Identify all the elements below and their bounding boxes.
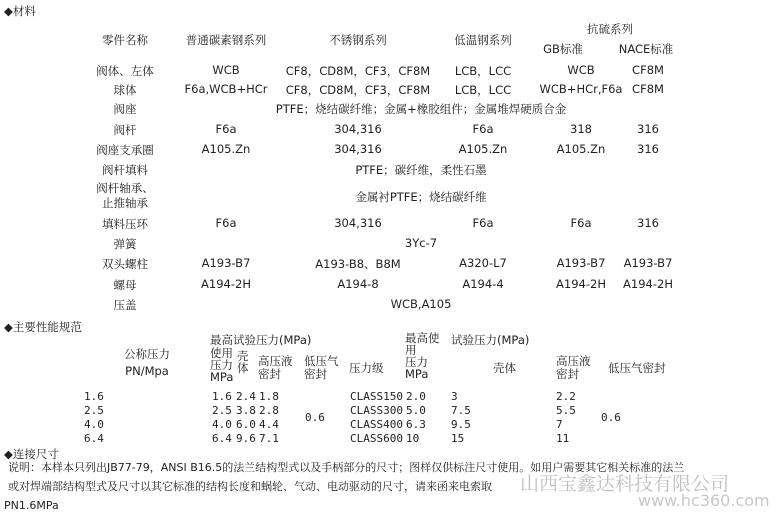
- cell-hp-seal-2: 7: [556, 418, 563, 431]
- row-part-name: 球体: [113, 83, 137, 97]
- header-lp-gas-seal: 低压气 密封: [304, 354, 339, 381]
- row-part-name: 阀体、左体: [96, 64, 154, 78]
- row-part-name: 阀杆轴承、 止推轴承: [96, 181, 154, 210]
- cell-span: WCB,A105: [390, 297, 452, 311]
- cell-lowtemp: F6a: [472, 216, 494, 230]
- header-low-temp-steel: 低温钢系列: [454, 33, 512, 47]
- cell-pressure-class: CLASS300: [350, 404, 403, 417]
- cell-stainless: CF8，CD8M，CF3，CF8M: [285, 83, 431, 97]
- cell-lowtemp: A105.Zn: [458, 142, 508, 156]
- cell-span: PTFE；烧结碳纤维；金属+橡胶组件；金属堆焊硬质合金: [275, 102, 567, 116]
- cell-shell: 3.8: [236, 404, 256, 417]
- cell-nace: CF8M: [632, 63, 664, 77]
- cell-gb: WCB: [567, 63, 595, 77]
- cell-use-pressure: 4.0: [212, 418, 232, 431]
- cell-use-pressure: 2.5: [212, 404, 232, 417]
- header-hp-liquid-seal: 高压液 密封: [258, 354, 293, 381]
- cell-stainless: 304,316: [334, 216, 382, 230]
- row-part-name: 填料压环: [102, 217, 148, 231]
- cell-use-pressure: 1.6: [212, 390, 232, 403]
- cell-lowtemp: LCB，LCC: [454, 64, 512, 78]
- cell-hp-seal-2: 5.5: [556, 404, 576, 417]
- header-shell-2: 壳体: [493, 361, 516, 375]
- cell-gb: F6a: [570, 216, 592, 230]
- header-stainless-steel: 不锈钢系列: [329, 33, 387, 47]
- cell-nace: A194-2H: [623, 277, 673, 291]
- cell-use-pressure-2: 6.3: [406, 418, 426, 431]
- cell-carbon: F6a: [215, 122, 237, 136]
- cell-lp-seal: 0.6: [305, 411, 325, 424]
- note-line-3: PN1.6MPa: [4, 499, 59, 512]
- note-line-2: 或对焊端部结构型式及尺寸以其它标准的结构长度和蜗轮、气动、电动驱动的尺寸，请来函来电索取: [8, 480, 492, 493]
- cell-hp-seal: 4.4: [259, 418, 279, 431]
- cell-hp-seal: 1.8: [259, 390, 279, 403]
- cell-use-pressure-2: 2.0: [406, 390, 426, 403]
- cell-lp-seal-2: 0.6: [601, 411, 621, 424]
- cell-carbon: F6a: [215, 216, 237, 230]
- cell-nace: 316: [637, 216, 659, 230]
- cell-shell: 6.0: [236, 418, 256, 431]
- cell-use-pressure: 6.4: [212, 432, 232, 445]
- cell-carbon: A105.Zn: [201, 142, 251, 156]
- cell-nace: CF8M: [632, 82, 664, 96]
- cell-nominal-pressure: 6.4: [84, 432, 104, 445]
- cell-stainless: 304,316: [334, 142, 382, 156]
- watermark-site: www.hc360.com: [638, 491, 770, 510]
- cell-nace: 316: [637, 122, 659, 136]
- cell-hp-seal-2: 2.2: [556, 390, 576, 403]
- cell-shell: 2.4: [236, 390, 256, 403]
- header-nominal-pressure: 公称压力 PN/Mpa: [124, 347, 170, 378]
- header-gb-standard: GB标准: [543, 42, 583, 56]
- header-pressure-class: 压力级: [349, 361, 384, 375]
- watermark-company: 山西宝鑫达科技有限公司: [520, 473, 730, 495]
- cell-shell: 9.6: [236, 432, 256, 445]
- cell-pressure-class: CLASS400: [350, 418, 403, 431]
- cell-use-pressure-2: 5.0: [406, 404, 426, 417]
- row-part-name: 压盖: [113, 298, 137, 312]
- cell-use-pressure-2: 10: [406, 432, 420, 445]
- cell-span: 3Yc-7: [404, 236, 438, 250]
- cell-nominal-pressure: 2.5: [84, 404, 104, 417]
- cell-shell-2: 3: [451, 390, 458, 403]
- header-nace-standard: NACE标准: [618, 42, 674, 56]
- section-materials: ◆材料: [4, 4, 36, 18]
- cell-lowtemp: LCB，LCC: [454, 83, 512, 97]
- header-carbon-steel: 普通碳素钢系列: [185, 33, 267, 47]
- cell-nominal-pressure: 1.6: [84, 390, 104, 403]
- header-hp-liquid-seal-2: 高压液 密封: [556, 354, 591, 381]
- cell-gb: A193-B7: [556, 256, 606, 270]
- row-part-name: 阀杆: [113, 123, 137, 137]
- cell-stainless: A193-B8、B8M: [315, 257, 401, 271]
- cell-pressure-class: CLASS150: [350, 390, 403, 403]
- cell-carbon: WCB: [212, 63, 240, 77]
- cell-gb: 318: [570, 122, 592, 136]
- cell-hp-seal: 7.1: [259, 432, 279, 445]
- cell-shell-2: 7.5: [451, 404, 471, 417]
- cell-carbon: A193-B7: [201, 256, 251, 270]
- cell-nominal-pressure: 4.0: [84, 418, 104, 431]
- cell-gb: A105.Zn: [556, 142, 606, 156]
- cell-pressure-class: CLASS600: [350, 432, 403, 445]
- header-sulfur-resistant: 抗硫系列: [587, 22, 633, 36]
- header-max-use-pressure-2: 最高使 用 压力 MPa: [405, 331, 440, 381]
- row-part-name: 螺母: [113, 278, 137, 292]
- cell-lowtemp: A194-4: [462, 277, 504, 291]
- cell-span: PTFE；碳纤维，柔性石墨: [355, 163, 487, 177]
- row-part-name: 阀杆填料: [102, 163, 148, 177]
- header-max-use-pressure: 使用 压力 MPa: [210, 346, 234, 384]
- cell-carbon: A194-2H: [201, 277, 251, 291]
- cell-stainless: CF8，CD8M，CF3，CF8M: [285, 64, 431, 78]
- cell-gb: WCB+HCr,F6a: [539, 82, 623, 96]
- header-test-pressure: 试验压力(MPa): [451, 333, 530, 347]
- cell-lowtemp: A320-L7: [459, 256, 507, 270]
- cell-lowtemp: F6a: [472, 122, 494, 136]
- section-performance: ◆主要性能规范: [4, 320, 82, 334]
- header-shell: 壳 体: [237, 349, 249, 375]
- section-connection: ◆连接尺寸: [4, 447, 59, 461]
- header-part-name: 零件名称: [102, 33, 148, 47]
- row-part-name: 双头螺柱: [102, 257, 148, 271]
- row-part-name: 阀座支承圈: [96, 143, 154, 157]
- cell-gb: A194-2H: [556, 277, 606, 291]
- cell-stainless: A194-8: [337, 277, 379, 291]
- cell-nace: 316: [637, 142, 659, 156]
- cell-hp-seal: 2.8: [259, 404, 279, 417]
- header-max-test-pressure: 最高试验压力(MPa): [210, 333, 312, 347]
- note-line-1: 说明：本样本只列出JB77-79，ANSI B16.5的法兰结构型式以及手柄部分的尺寸；图样仅供标注尺寸使用。如用户需要其它相关标准的法兰: [8, 461, 685, 474]
- cell-shell-2: 15: [451, 432, 465, 445]
- cell-stainless: 304,316: [334, 122, 382, 136]
- cell-shell-2: 9.5: [451, 418, 471, 431]
- cell-span: 金属衬PTFE；烧结碳纤维: [355, 190, 487, 204]
- row-part-name: 弹簧: [113, 237, 137, 251]
- cell-nace: A193-B7: [623, 256, 673, 270]
- cell-hp-seal-2: 11: [556, 432, 570, 445]
- header-lp-gas-seal-2: 低压气密封: [608, 361, 666, 375]
- row-part-name: 阀座: [113, 102, 137, 116]
- cell-carbon: F6a,WCB+HCr: [184, 82, 268, 96]
